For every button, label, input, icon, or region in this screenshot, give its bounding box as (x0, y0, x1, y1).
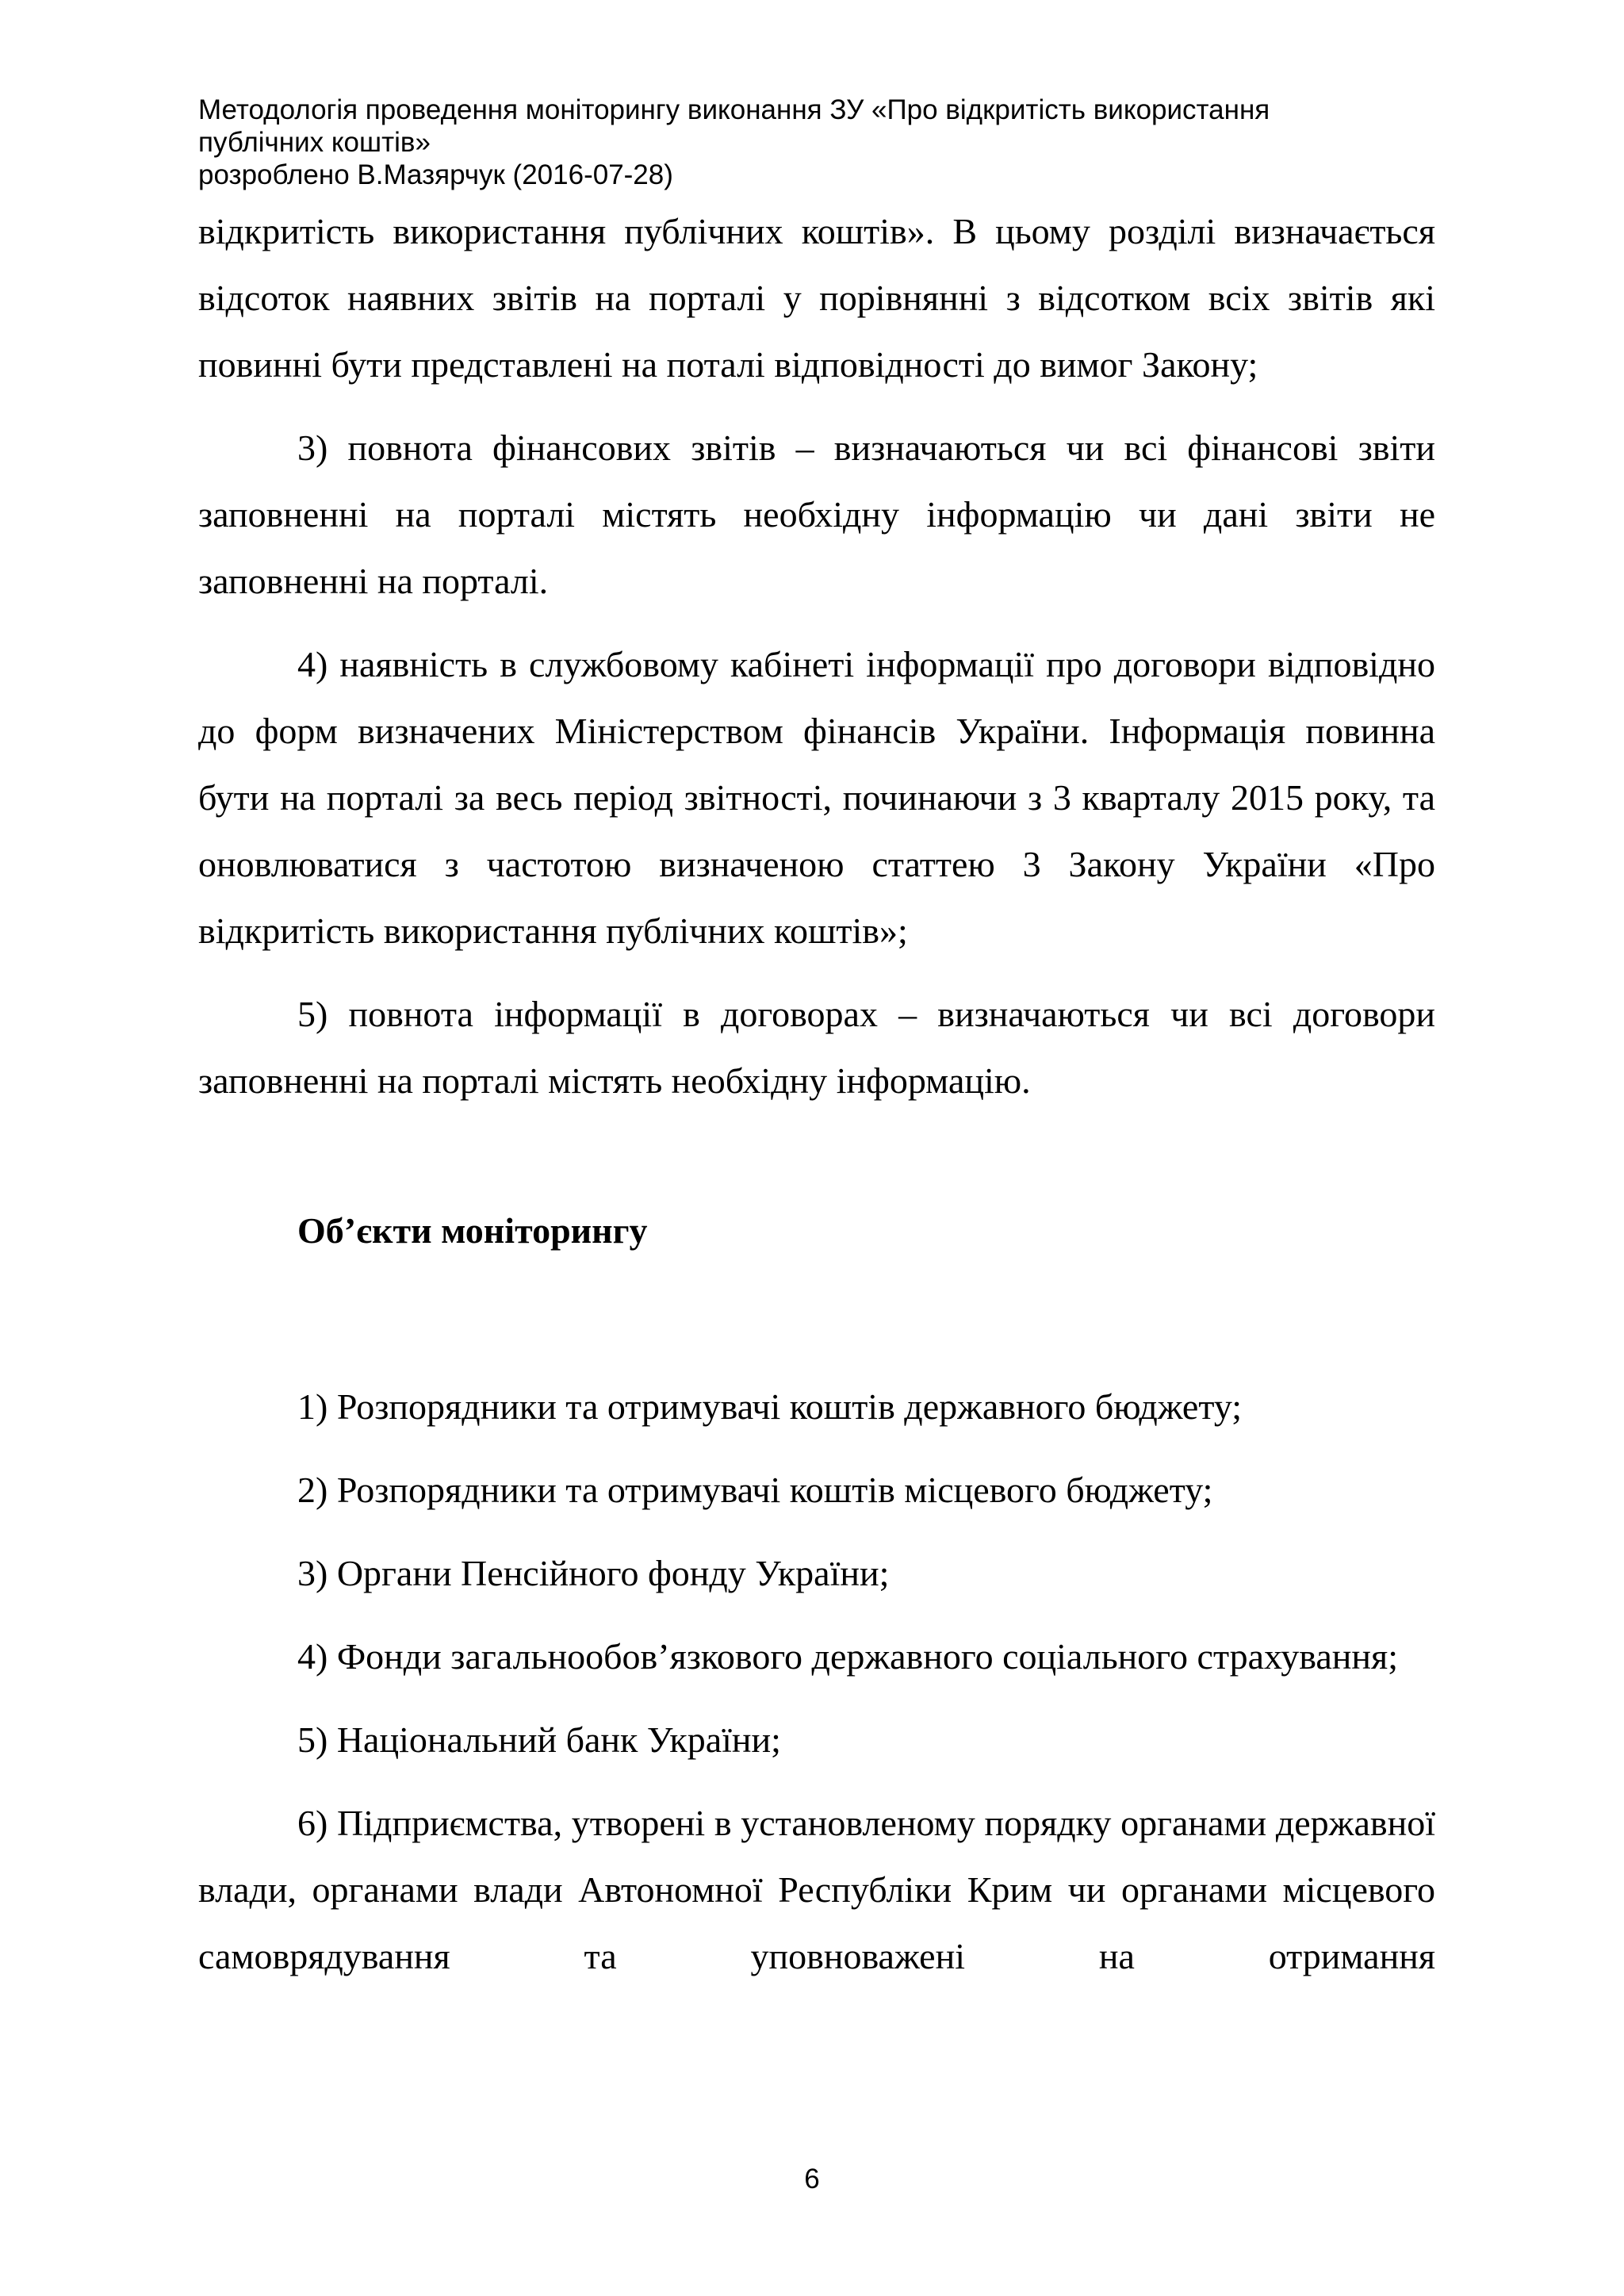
intro-block (198, 198, 1435, 1114)
header-title-line-2: публічних коштів» (198, 127, 431, 158)
page-number: 6 (804, 2164, 820, 2194)
object-item-4: 4) Фонди загальнообов’язкового державного соціального страхування; (297, 1636, 1398, 1677)
page-header (198, 94, 1435, 191)
object-item-2: 2) Розпорядники та отримувачі коштів місцевого бюджету; (297, 1470, 1213, 1510)
paragraph-item-5: 5) повнота інформації в договорах – визначаються чи всі договори заповненні на порталі містять необхідну інформацію. (198, 994, 1435, 1101)
object-item-6: 6) Підприємства, утворені в установленому порядку органами державної влади, органами влади Автономної Республіки Крим чи органами місцевого самоврядування та уповноважені на отримання (198, 1803, 1435, 1976)
paragraph-continuation: відкритість використання публічних коштів». В цьому розділі визначається відсоток наявних звітів на порталі у порівнянні з відсотком всіх звітів які повинні бути представлені на поталі відповідності до вимог Закону; (198, 211, 1435, 385)
header-author-line: розроблено В.Мазярчук (2016-07-28) (198, 159, 673, 190)
section-heading: Об’єкти моніторингу (297, 1210, 648, 1251)
object-item-5: 5) Національний банк України; (297, 1719, 781, 1760)
paragraph-item-4: 4) наявність в службовому кабінеті інформації про договори відповідно до форм визначених Міністерством фінансів України. Інформація повинна бути на порталі за весь період звітності, починаючи з 3 кварталу 2015 року, та оновлюватися з частотою визначеною статтею 3 Закону України «Про відкритість використання публічних коштів»; (198, 644, 1435, 951)
objects-list (198, 1374, 1435, 1990)
object-item-3: 3) Органи Пенсійного фонду України; (297, 1553, 890, 1593)
header-title-line-1: Методологія проведення моніторингу виконання ЗУ «Про відкритість використання (198, 94, 1270, 125)
object-item-1: 1) Розпорядники та отримувачі коштів державного бюджету; (297, 1386, 1242, 1427)
paragraph-item-3: 3) повнота фінансових звітів – визначаються чи всі фінансові звіти заповненні на порталі містять необхідну інформацію чи дані звіти не заповненні на порталі. (198, 427, 1435, 601)
